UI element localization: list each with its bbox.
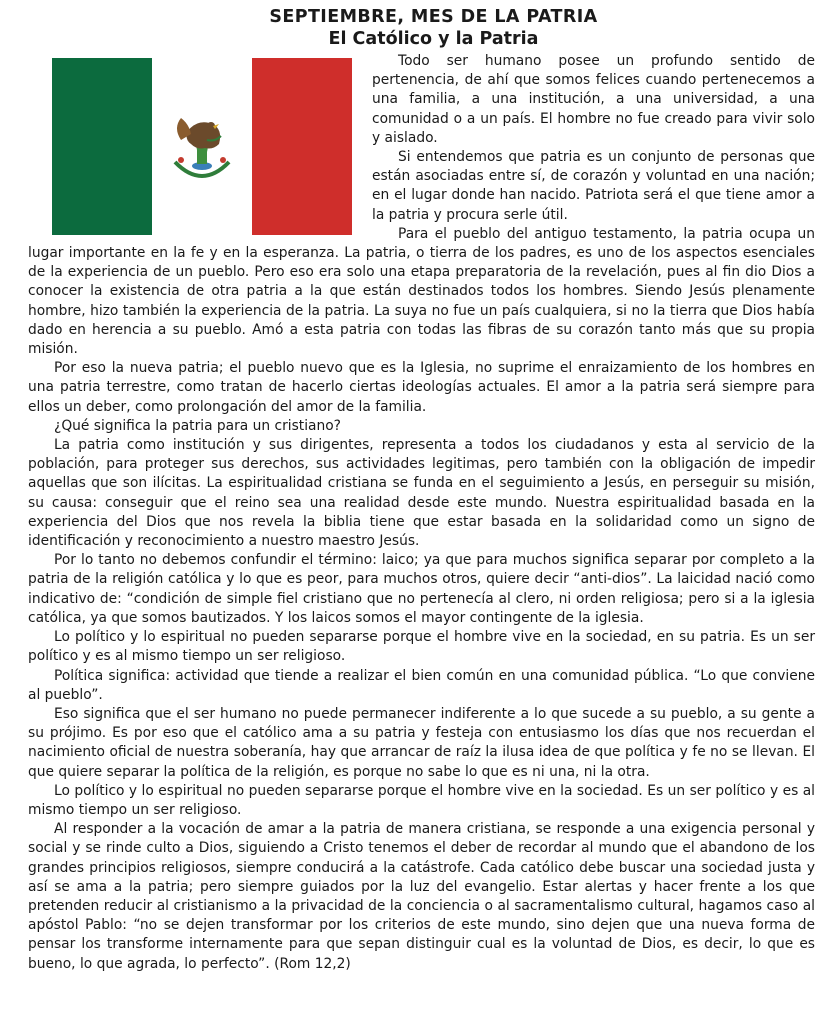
paragraph: Lo político y lo espiritual no pueden separarse porque el hombre vive en la sociedad. Es un ser político y es al mismo tiempo un ser religioso. bbox=[28, 782, 815, 818]
paragraph: Por eso la nueva patria; el pueblo nuevo que es la Iglesia, no suprime el enraizamiento de los hombres en una patria terrestre, como tratan de hacerlo ciertas ideologías actuales. El amor a la patria será siempre para ellos un deber, como prolongación del amor de la familia. bbox=[28, 360, 815, 415]
flag-white-stripe bbox=[152, 58, 252, 235]
paragraph: Si entendemos que patria es un conjunto de personas que están asociadas entre sí, de corazón y voluntad en una nación; en el lugar donde han nacido. Patriota será el que tiene amor a la patria y procura serle útil. bbox=[372, 149, 815, 223]
paragraph: Política significa: actividad que tiende a realizar el bien común en una comunidad pública. “Lo que conviene al pueblo”. bbox=[28, 667, 815, 703]
page-title: SEPTIEMBRE, MES DE LA PATRIA bbox=[269, 7, 598, 27]
article-body bbox=[28, 52, 815, 974]
mexican-flag-image bbox=[52, 58, 352, 235]
mexican-coat-of-arms-icon bbox=[167, 110, 237, 184]
flag-red-stripe bbox=[252, 58, 352, 235]
paragraph: Lo político y lo espiritual no pueden separarse porque el hombre vive en la sociedad, en su patria. Es un ser político y es al mismo tiempo un ser religioso. bbox=[28, 629, 815, 665]
paragraph: Al responder a la vocación de amar a la patria de manera cristiana, se responde a una exigencia personal y social y se rinde culto a Dios, siguiendo a Cristo tenemos el deber de recordar al mundo que el abandono de los grandes principios religiosos, siempre conducirá a la catástrofe. Cada católico debe buscar una sociedad justa y así se ama a la patria; pero siempre guiados por la luz del evangelio. Estar alertas y hacer frente a los que pretenden reducir al cristianismo a la privacidad de la conciencia o al sacramentalismo cultural, hagamos caso al apóstol Pablo: “no se dejen transformar por los criterios de este mundo, sino dejen que una nueva forma de pensar los transforme internamente para que sepan distinguir cual es la voluntad de Dios, es decir, lo que es bueno, lo que agrada, lo perfecto”. (Rom 12,2) bbox=[28, 821, 815, 972]
paragraph: Todo ser humano posee un profundo sentido de pertenencia, de ahí que somos felices cuando pertenecemos a una familia, a una institución, a una universidad, a una comunidad o a un país. El hombre no fue creado para vivir solo y aislado. bbox=[372, 53, 815, 146]
paragraph: La patria como institución y sus dirigentes, representa a todos los ciudadanos y esta al servicio de la población, para proteger sus derechos, sus actividades legitimas, pero también con la obligación de impedir aquellas que son ilícitas. La espiritualidad cristiana se funda en el seguimiento a Jesús, en perseguir su misión, su causa: conseguir que el reino sea una realidad desde este mundo. Nuestra espiritualidad basada en la experiencia del Dios que nos revela la biblia tiene que estar basada en la solidaridad como un signo de identificación y reconocimiento a nuestro maestro Jesús. bbox=[28, 437, 815, 550]
paragraph: Para el pueblo del antiguo testamento, la patria ocupa un lugar importante en la fe y en la esperanza. La patria, o tierra de los padres, es uno de los aspectos esenciales de la experiencia de un pueblo. Pero eso era solo una etapa preparatoria de la revelación, pues al fin dio Dios a conocer la existencia de otra patria a la que están destinados todos los hombres. Siendo Jesús plenamente hombre, hizo también la experiencia de la patria. La suya no fue un país cualquiera, si no la tierra que Dios había dado en herencia a su pueblo. Amó a esta patria con todas las fibras de su corazón tanto más que su propia misión. bbox=[28, 225, 815, 358]
paragraph: Eso significa que el ser humano no puede permanecer indiferente a lo que sucede a su pueblo, a su gente a su prójimo. Es por eso que el católico ama a su patria y festeja con entusiasmo los días que nos recuerdan el nacimiento oficial de nuestra soberanía, hay que arrancar de raíz la ilusa idea de que política y fe no se llevan. El que quiere separar la política de la religión, es porque no sabe lo que es ni una, ni la otra. bbox=[28, 705, 815, 780]
section-question: ¿Qué significa la patria para un cristiano? bbox=[54, 417, 341, 434]
page-subtitle: El Católico y la Patria bbox=[328, 29, 539, 49]
flag-green-stripe bbox=[52, 58, 152, 235]
paragraph: Por lo tanto no debemos confundir el término: laico; ya que para muchos significa separar por completo a la patria de la religión católica y lo que es peor, para muchos otros, quiere decir “anti-dios”. La laicidad nació como indicativo de: “condición de simple fiel cristiano que no pertenecía al clero, ni orden religiosa; pero si a la iglesia católica, ya que somos bautizados. Y los laicos somos el mayor contingente de la iglesia. bbox=[28, 552, 815, 626]
